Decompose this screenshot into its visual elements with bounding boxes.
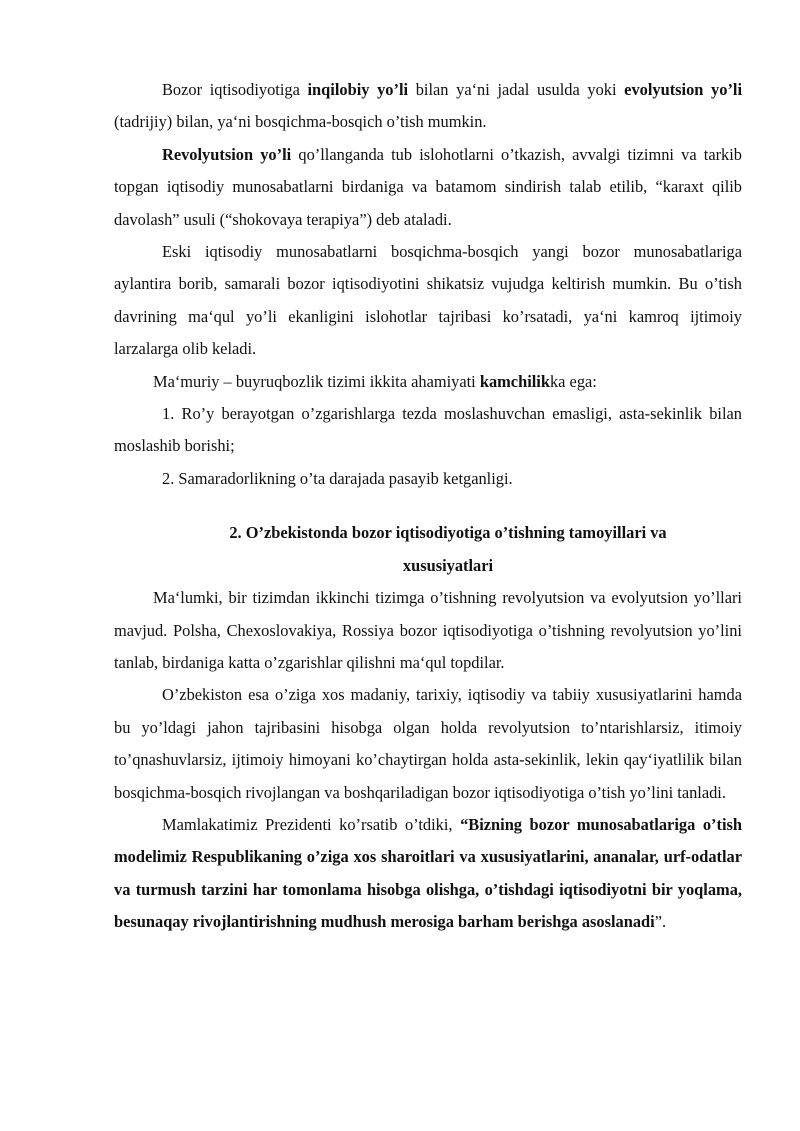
text-segment: (tadrijiy) bilan, ya‘ni bosqichma-bosqich o’tish mumkin. bbox=[114, 112, 487, 132]
bold-term-evolutionary: evolyutsion yo’li bbox=[624, 80, 743, 99]
bold-term-shortcoming: kamchilik bbox=[479, 371, 550, 391]
section-heading-line-1: 2. O’zbekistonda bozor iqtisodiyotiga o’tishning tamoyillari va bbox=[229, 523, 667, 543]
paragraph-president-quote bbox=[114, 809, 742, 939]
bold-quote: “Bizning bozor munosabatlariga o’tish modelimiz Respublikaning o’ziga xos sharoitlari va xususiyatlarini, ananalar, urf-odatlar va turmush tarzini har tomonlama hisobga olishga, o’tishdagi iqtisodiyotni bir yoqlama, besunaqay rivojlantirishning mudhush merosiga barham berishga asoslanadi bbox=[114, 814, 742, 932]
text-segment: qo’llanganda tub islohotlarni o’tkazish, avvalgi tizimni va tarkib topgan iqtisodiy munosabatlarni birdaniga va batamom sindirish talab etilib, “karaxt qilib davolash” usuli (“shokovaya terapiya”) deb ataladi. bbox=[114, 144, 742, 229]
paragraph-known-paths: Ma‘lumki, bir tizimdan ikkinchi tizimga o’tishning revolyutsion va evolyutsion yo’llari mavjud. Polsha, Chexoslovakiya, Rossiya bozor iqtisodiyotiga o’tishning revolyutsion yo’lini tanlab, birdaniga katta o’zgarishlar qilishni ma‘qul topdilar. bbox=[114, 588, 742, 672]
text-segment: ka ega: bbox=[549, 371, 597, 391]
list-item-2: 2. Samaradorlikning o’ta darajada pasayib ketganligi. bbox=[162, 468, 513, 488]
list-item-1: 1. Ro’y berayotgan o’zgarishlarga tezda moslashuvchan emasligi, asta-sekinlik bilan moslashib borishi; bbox=[114, 404, 742, 456]
section-heading-line-2: xususiyatlari bbox=[402, 555, 494, 575]
text-segment: bilan ya‘ni jadal usulda yoki bbox=[408, 80, 625, 99]
text-segment: Bozor iqtisodiyotiga bbox=[162, 80, 308, 99]
paragraph-gradual-path: Eski iqtisodiy munosabatlarni bosqichma-bosqich yangi bozor munosabatlariga aylantira borib, samarali bozor iqtisodiyotini shikatsiz vujudga keltirish mumkin. Bu o’tish davrining ma‘qul yo’li ekanligini islohotlar tajribasi ko’rsatadi, ya‘ni kamroq ijtimoiy larzalarga olib keladi. bbox=[114, 242, 742, 359]
paragraph-uzbekistan-path: O’zbekiston esa o’ziga xos madaniy, tarixiy, iqtisodiy va tabiiy xususiyatlarini hamda bu yo’ldagi jahon tajribasini hisobga olgan holda revolyutsion to’ntarishlarsiz, itimoiy to’qnashuvlarsiz, ijtimoiy himoyani ko’chaytirgan holda asta-sekinlik, lekin qay‘iyatlilik bilan bosqichma-bosqich rivojlangan va boshqariladigan bozor iqtisodiyotiga o’tish yo’lini tanladi. bbox=[114, 685, 742, 802]
section-heading bbox=[114, 517, 742, 582]
text-segment: Mamlakatimiz Prezidenti ko’rsatib o’tdiki, bbox=[162, 814, 461, 834]
paragraph-revolutionary-path bbox=[114, 139, 742, 236]
bold-term-revolutionary-path: Revolyutsion yo’li bbox=[162, 144, 292, 164]
document-page bbox=[114, 74, 742, 939]
text-segment: Ma‘muriy – buyruqbozlik tizimi ikkita ahamiyati bbox=[153, 371, 480, 391]
text-segment: ”. bbox=[654, 912, 667, 932]
section-gap bbox=[114, 495, 742, 517]
paragraph-shortcomings-intro bbox=[114, 366, 742, 398]
paragraph-transition-paths bbox=[114, 74, 742, 139]
bold-term-revolutionary: inqilobiy yo’li bbox=[307, 80, 409, 99]
